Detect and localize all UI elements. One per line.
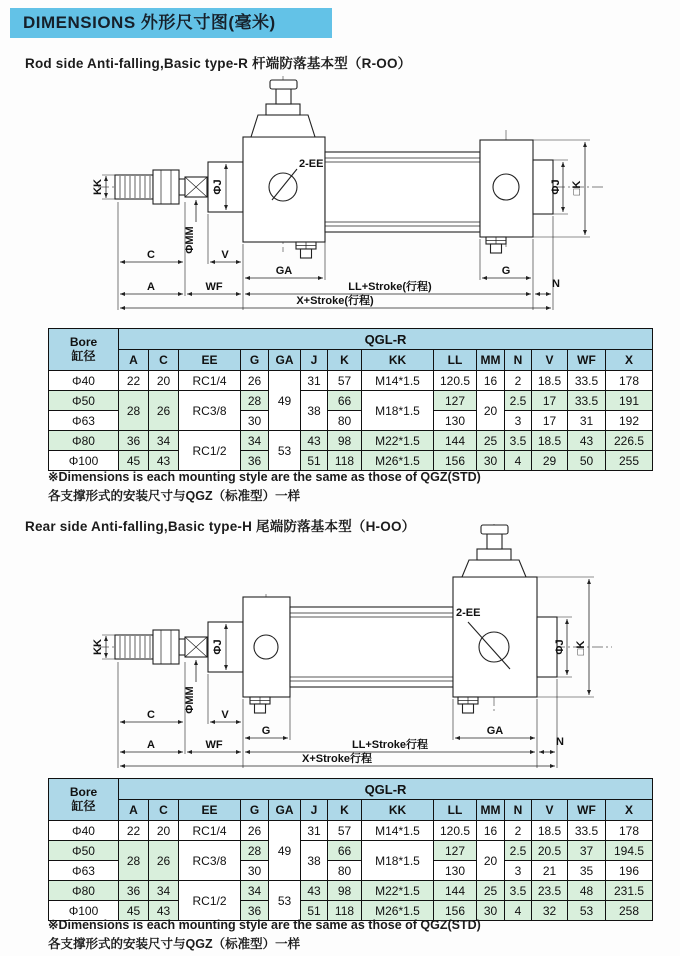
series-group-header: QGL-R [119, 329, 653, 350]
column-header: MM [477, 800, 505, 821]
dim-cell: 130 [434, 861, 477, 881]
dim-cell: 57 [328, 371, 362, 391]
dim-cell: RC1/4 [179, 821, 241, 841]
dim-cell: 38 [301, 391, 328, 431]
column-header: N [505, 350, 532, 371]
dim-cell: 31 [568, 411, 606, 431]
note-line-en: ※Dimensions is each mounting style are the same as those of QGZ(STD) [48, 918, 481, 932]
dim-cell: 98 [328, 431, 362, 451]
dim-cell: 48 [568, 881, 606, 901]
dim-cell: 118 [328, 901, 362, 921]
bore-cell: Φ40 [49, 821, 119, 841]
dim-label-kk: KK [92, 639, 104, 655]
dim-cell: 98 [328, 881, 362, 901]
dim-cell: 127 [434, 391, 477, 411]
bore-cell: Φ80 [49, 431, 119, 451]
bore-cell: Φ50 [49, 841, 119, 861]
anti-fall-knob [251, 80, 315, 137]
dim-cell: 26 [149, 391, 179, 431]
dim-label-j2: ΦJ [550, 179, 562, 195]
bore-cell: Φ100 [49, 901, 119, 921]
dim-cell: 2.5 [505, 391, 532, 411]
dim-label-c: C [147, 249, 155, 261]
cylinder-outline [115, 80, 553, 258]
table-row [49, 371, 653, 391]
dim-cell: M22*1.5 [362, 431, 434, 451]
dim-cell: 28 [241, 391, 269, 411]
port-rod-side [254, 635, 278, 659]
column-header: EE [179, 800, 241, 821]
bore-cell: Φ80 [49, 881, 119, 901]
dim-label-wf: WF [205, 739, 223, 751]
dim-label-kk: KK [92, 179, 104, 195]
dim-label-a: A [147, 281, 155, 293]
dim-label-g: G [261, 725, 271, 737]
dim-cell: 45 [119, 901, 149, 921]
dim-cell: 255 [606, 451, 653, 471]
dim-cell: 32 [532, 901, 568, 921]
dim-cell: 29 [532, 451, 568, 471]
dim-cell: 43 [149, 901, 179, 921]
dim-cell: 178 [606, 821, 653, 841]
bottom-plug [486, 237, 506, 253]
dim-cell: 231.5 [606, 881, 653, 901]
dim-cell: RC3/8 [179, 391, 241, 431]
dim-cell: M14*1.5 [362, 371, 434, 391]
dim-cell: 23.5 [532, 881, 568, 901]
dim-cell: 130 [434, 411, 477, 431]
dim-cell: 43 [568, 431, 606, 451]
dim-label-a: A [147, 739, 155, 751]
column-header: WF [568, 800, 606, 821]
subtitle-rear-side: Rear side Anti-falling,Basic type-H 尾端防落基本型（H-OO） [25, 519, 416, 534]
dim-label-k: □K [575, 640, 587, 656]
dim-cell: 80 [328, 861, 362, 881]
dim-cell: 30 [477, 451, 505, 471]
column-header: GA [269, 350, 301, 371]
dim-cell: 120.5 [434, 371, 477, 391]
dim-label-n: N [552, 278, 560, 290]
bore-column-header: Bore 缸径 [49, 779, 119, 821]
dim-cell: 45 [119, 451, 149, 471]
note-line-en: ※Dimensions is each mounting style are the same as those of QGZ(STD) [48, 470, 481, 484]
dim-cell: 196 [606, 861, 653, 881]
column-header: LL [434, 350, 477, 371]
dim-cell: 156 [434, 451, 477, 471]
dim-cell: 2 [505, 821, 532, 841]
dim-cell: M22*1.5 [362, 881, 434, 901]
dim-cell: 38 [301, 841, 328, 881]
dim-cell: 25 [477, 431, 505, 451]
dim-cell: 2.5 [505, 841, 532, 861]
dim-cell: 26 [241, 821, 269, 841]
dim-cell: 16 [477, 821, 505, 841]
dim-label-ll: LL+Stroke(行程) [348, 281, 432, 293]
dim-cell: 3 [505, 861, 532, 881]
bore-cell: Φ50 [49, 391, 119, 411]
dim-cell: 3.5 [505, 431, 532, 451]
column-header: X [606, 350, 653, 371]
column-header: A [119, 800, 149, 821]
dim-cell: 16 [477, 371, 505, 391]
dim-label-c: C [147, 709, 155, 721]
dim-cell: 43 [301, 881, 328, 901]
dim-cell: M26*1.5 [362, 451, 434, 471]
bottom-plug [250, 697, 270, 713]
dim-cell: 20.5 [532, 841, 568, 861]
dim-cell: 21 [532, 861, 568, 881]
note-rear-side [48, 916, 481, 955]
dim-cell: M26*1.5 [362, 901, 434, 921]
column-header: V [532, 800, 568, 821]
dim-cell: 53 [269, 431, 301, 471]
dim-cell: 28 [241, 841, 269, 861]
dim-cell: 127 [434, 841, 477, 861]
dim-cell: 144 [434, 881, 477, 901]
dim-cell: 30 [477, 901, 505, 921]
dim-cell: 192 [606, 411, 653, 431]
dim-label-j2: ΦJ [554, 639, 566, 655]
dim-cell: 36 [119, 431, 149, 451]
column-header: KK [362, 350, 434, 371]
dim-cell: 36 [119, 881, 149, 901]
dim-cell: M18*1.5 [362, 841, 434, 881]
dim-cell: 17 [532, 411, 568, 431]
bore-cell: Φ63 [49, 411, 119, 431]
anti-fall-knob [462, 525, 526, 577]
dim-cell: 178 [606, 371, 653, 391]
dim-cell: 18.5 [532, 371, 568, 391]
column-header: LL [434, 800, 477, 821]
dim-label-x: X+Stroke(行程) [296, 295, 374, 307]
dim-cell: 26 [149, 841, 179, 881]
dim-cell: 34 [149, 881, 179, 901]
dim-cell: 36 [241, 901, 269, 921]
dim-cell: RC3/8 [179, 841, 241, 881]
dim-cell: 31 [301, 821, 328, 841]
port-rear [479, 632, 509, 662]
dim-cell: 50 [568, 451, 606, 471]
column-header: V [532, 350, 568, 371]
dim-cell: RC1/4 [179, 371, 241, 391]
column-header: K [328, 350, 362, 371]
dim-cell: 3.5 [505, 881, 532, 901]
dim-cell: 30 [241, 861, 269, 881]
dim-cell: 51 [301, 901, 328, 921]
table-rod-side-wrapper [48, 328, 653, 471]
dim-cell: 4 [505, 451, 532, 471]
bore-cell: Φ63 [49, 861, 119, 881]
dim-cell: 34 [149, 431, 179, 451]
column-header: K [328, 800, 362, 821]
dim-cell: 4 [505, 901, 532, 921]
dim-cell: 28 [119, 841, 149, 881]
dim-cell: 20 [149, 371, 179, 391]
dim-cell: 57 [328, 821, 362, 841]
dim-cell: M14*1.5 [362, 821, 434, 841]
dim-label-v: V [221, 709, 229, 721]
dim-cell: 20 [149, 821, 179, 841]
dim-cell: 22 [119, 821, 149, 841]
column-header: G [241, 800, 269, 821]
dim-cell: 37 [568, 841, 606, 861]
dim-cell: 26 [241, 371, 269, 391]
dim-cell: M18*1.5 [362, 391, 434, 431]
table_rear [48, 778, 653, 921]
dim-cell: 49 [269, 821, 301, 881]
dim-label-j1: ΦJ [212, 179, 224, 195]
dim-label-v: V [221, 249, 229, 261]
dim-label-ll: LL+Stroke行程 [351, 739, 429, 751]
dim-cell: 34 [241, 881, 269, 901]
dim-cell: 33.5 [568, 391, 606, 411]
table-row [49, 881, 653, 901]
bore-cell: Φ40 [49, 371, 119, 391]
column-header: J [301, 800, 328, 821]
dim-cell: 49 [269, 371, 301, 431]
dim-cell: 66 [328, 391, 362, 411]
bore-cell: Φ100 [49, 451, 119, 471]
dim-label-k: □K [571, 180, 583, 196]
dim-cell: 25 [477, 881, 505, 901]
table-row [49, 821, 653, 841]
dim-cell: 156 [434, 901, 477, 921]
column-header: A [119, 350, 149, 371]
dim-cell: 20 [477, 391, 505, 431]
bottom-plug [296, 242, 316, 258]
dim-label-mm: ΦMM [184, 686, 196, 714]
dim-label-j1: ΦJ [212, 639, 224, 655]
dim-cell: 35 [568, 861, 606, 881]
dim-cell: 17 [532, 391, 568, 411]
dim-cell: RC1/2 [179, 431, 241, 471]
table-row [49, 391, 653, 411]
dim-label-ga: GA [275, 265, 293, 277]
dim-cell: 28 [119, 391, 149, 431]
dim-label-g: G [501, 265, 511, 277]
bottom-plug [458, 697, 478, 713]
dim-cell: 66 [328, 841, 362, 861]
dim-cell: 36 [241, 451, 269, 471]
dim-cell: 43 [301, 431, 328, 451]
column-header: EE [179, 350, 241, 371]
subtitle-rod-side: Rod side Anti-falling,Basic type-R 杆端防落基本型（R-OO） [25, 56, 412, 71]
column-header: MM [477, 350, 505, 371]
port-rear [493, 174, 519, 200]
series-group-header: QGL-R [119, 779, 653, 800]
column-header: N [505, 800, 532, 821]
dim-cell: 51 [301, 451, 328, 471]
column-header: X [606, 800, 653, 821]
cylinder-outline [115, 525, 557, 713]
dim-cell: 144 [434, 431, 477, 451]
column-header: WF [568, 350, 606, 371]
dim-cell: 43 [149, 451, 179, 471]
dim-cell: 53 [269, 881, 301, 921]
dim-cell: 258 [606, 901, 653, 921]
dim-cell: 20 [477, 841, 505, 881]
dim-cell: 191 [606, 391, 653, 411]
dim-cell: 2 [505, 371, 532, 391]
column-header: KK [362, 800, 434, 821]
dim-label-ga: GA [486, 725, 504, 737]
dim-cell: 33.5 [568, 821, 606, 841]
drawing-rod-side [0, 72, 680, 317]
dim-cell: 18.5 [532, 431, 568, 451]
column-header: C [149, 350, 179, 371]
dim-label-n: N [556, 736, 564, 748]
dim-label-mm: ΦMM [184, 226, 196, 254]
dim-cell: 3 [505, 411, 532, 431]
table-row [49, 841, 653, 861]
dim-label-ee: 2-EE [456, 607, 481, 619]
column-header: GA [269, 800, 301, 821]
dim-cell: 34 [241, 431, 269, 451]
dim-cell: 120.5 [434, 821, 477, 841]
note-rod-side [48, 468, 481, 507]
note-line-cn: 各支撑形式的安装尺寸与QGZ（标准型）一样 [48, 937, 301, 952]
table-row [49, 431, 653, 451]
table_rod [48, 328, 653, 471]
dim-label-ee: 2-EE [299, 158, 324, 170]
dim-cell: 22 [119, 371, 149, 391]
dim-cell: 31 [301, 371, 328, 391]
dim-label-wf: WF [205, 281, 223, 293]
drawing-rear-side [0, 522, 680, 777]
dim-cell: 80 [328, 411, 362, 431]
column-header: G [241, 350, 269, 371]
bore-column-header: Bore 缸径 [49, 329, 119, 371]
dim-cell: 194.5 [606, 841, 653, 861]
table-rear-side-wrapper [48, 778, 653, 921]
dim-cell: 226.5 [606, 431, 653, 451]
column-header: C [149, 800, 179, 821]
dim-cell: 30 [241, 411, 269, 431]
dim-cell: 53 [568, 901, 606, 921]
dim-cell: 18.5 [532, 821, 568, 841]
dim-cell: 118 [328, 451, 362, 471]
column-header: J [301, 350, 328, 371]
dim-cell: RC1/2 [179, 881, 241, 921]
page-title: DIMENSIONS 外形尺寸图(毫米) [10, 8, 332, 38]
dim-cell: 33.5 [568, 371, 606, 391]
dim-label-x: X+Stroke行程 [302, 753, 372, 765]
note-line-cn: 各支撑形式的安装尺寸与QGZ（标准型）一样 [48, 489, 301, 504]
